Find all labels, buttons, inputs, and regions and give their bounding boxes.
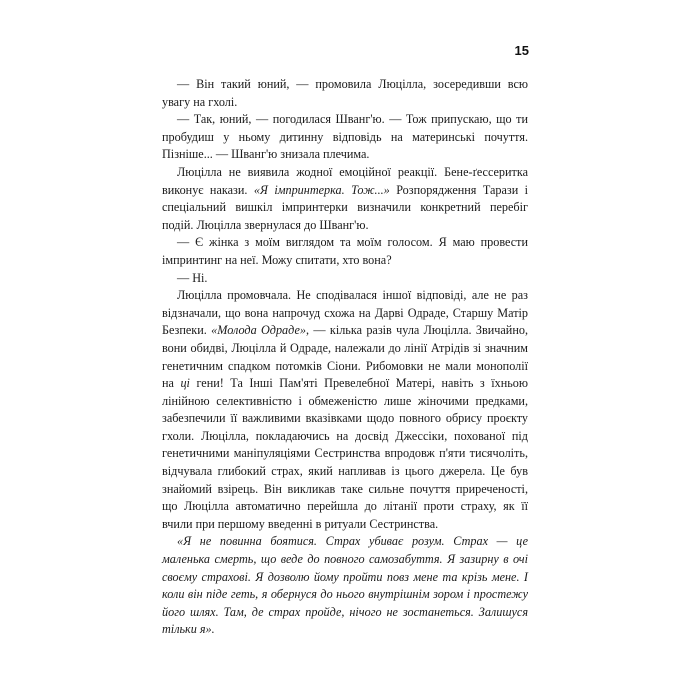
italic-thought: «Я імпринтерка. Тож...» [253, 182, 390, 197]
italic-emphasis: ці [180, 376, 190, 391]
litany-text: «Я не повинна боятися. Страх убиває розум. Страх — це маленька смерть, що веде до повного самозабуття. Я зазирну в очі своєму страхові. Я дозволю йому пройти повз мене та крізь мене. І коли він піде геть, я обернуся до нього внутрішнім зором і простежу його шлях. Там, де страх пройде, нічого не зостанеться. Залишуся тільки я». [162, 534, 528, 637]
paragraph [162, 287, 528, 533]
text-segment: Люцілла промовчала. Не сподівалася іншої відповіді, але не раз відзначали, що вона напрочуд схожа на Дарві Одраде, Старшу Матір Безпеки. [162, 288, 528, 338]
text-segment: гени! Та Інші Пам'яті Превелебної Матері, навіть з їхньою лінійною селективністю і обмеженістю лише жіночими предками, забезпечили її важливими вказівками щодо повного обрису проєкту гхоли. Люцілла, покладаючись на досвід Джессіки, похованої під генетичними маніпуляціями Сестринства впродовж п'яти тисячоліть, відчувала глибокий страх, який напливав із цього джерела. Це був знайомий взірець. Він викликав таке сильне почуття приреченості, що Люцілла автоматично перейшла до літанії проти страху, як її вчили при першому введенні в ритуали Сестринства. [162, 376, 528, 531]
text-segment: Розпорядження Тарази і спеціальний вишкіл імпринтерки визначили конкретний перебіг подій. Люцілла звернулася до Шванг'ю. [162, 182, 529, 232]
body-text [162, 76, 528, 639]
text-segment: — Ні. [177, 270, 208, 285]
text-segment: Люцілла не виявила жодної емоційної реакції. Бене-ґессеритка виконує накази. [162, 164, 528, 197]
text-segment: — Є жінка з моїм виглядом та моїм голосом. Я маю провести імпринтинг на неї. Можу спитати, хто вона? [162, 235, 528, 267]
paragraph [162, 234, 528, 269]
paragraph [162, 76, 528, 111]
paragraph [162, 111, 528, 164]
text-segment: , — кілька разів чула Люцілла. Звичайно, вони обидві, Люцілла й Одраде, належали до лінії Атрідів зі значним генетичним спадком потомків Сіони. Рибомовки не мали монополії на [162, 323, 528, 391]
page-number: 15 [514, 43, 529, 58]
paragraph [162, 164, 528, 234]
litany-paragraph [162, 533, 528, 639]
italic-quote: «Молода Одраде» [211, 323, 306, 338]
paragraph [162, 270, 528, 288]
text-segment: — Так, юний, — погодилася Шванг'ю. — Тож припускаю, що ти пробудиш у ньому дитинну відповідь на материнські почуття. Пізніше... — Шванг'ю знизала плечима. [162, 112, 528, 162]
text-segment: — Він такий юний, — промовила Люцілла, зосередивши всю увагу на гхолі. [162, 77, 528, 109]
